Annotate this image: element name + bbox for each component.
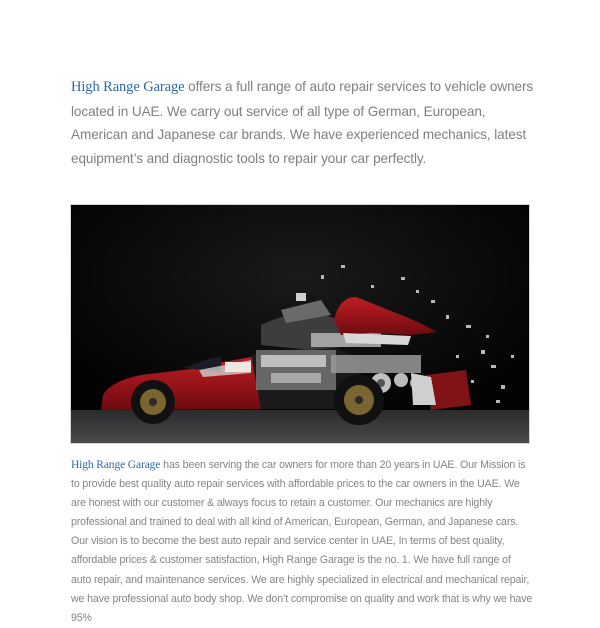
car-illustration [71,205,529,443]
about-text: has been serving the car owners for more than 20 years in UAE. Our Mission is to provide best quality auto repair services with affordable prices to the car owners in the UAE. We are honest with our customer & always focus to retain a customer. Our mechanics are highly professional and trained to deal with all kind of American, European, German, and Japanese cars. Our vision is to become the best auto repair and service center in UAE, In terms of best quality, affordable prices & customer satisfaction, High Range Garage is the no. 1. We have full range of auto repair, and maintenance services. We are highly specialized in electrical and mechanical repair, we have professional auto body shop. We don’t compromise on quality and work that is why we have 95% [71,459,533,624]
about-paragraph [71,456,533,628]
rear-wheel [334,375,384,425]
brand-name-link[interactable]: High Range Garage [71,459,161,471]
brand-name-link[interactable]: High Range Garage [71,79,185,95]
car-window [225,362,251,372]
front-wheel [131,380,175,424]
car-photo [70,204,530,444]
intro-paragraph [71,75,541,170]
intro-text: offers a full range of auto repair services to vehicle owners located in UAE. We carry out service of all type of German, European, American and Japanese car brands. We have experienced mechanics, latest equipment’s and diagnostic tools to repair your car perfectly. [71,79,534,166]
